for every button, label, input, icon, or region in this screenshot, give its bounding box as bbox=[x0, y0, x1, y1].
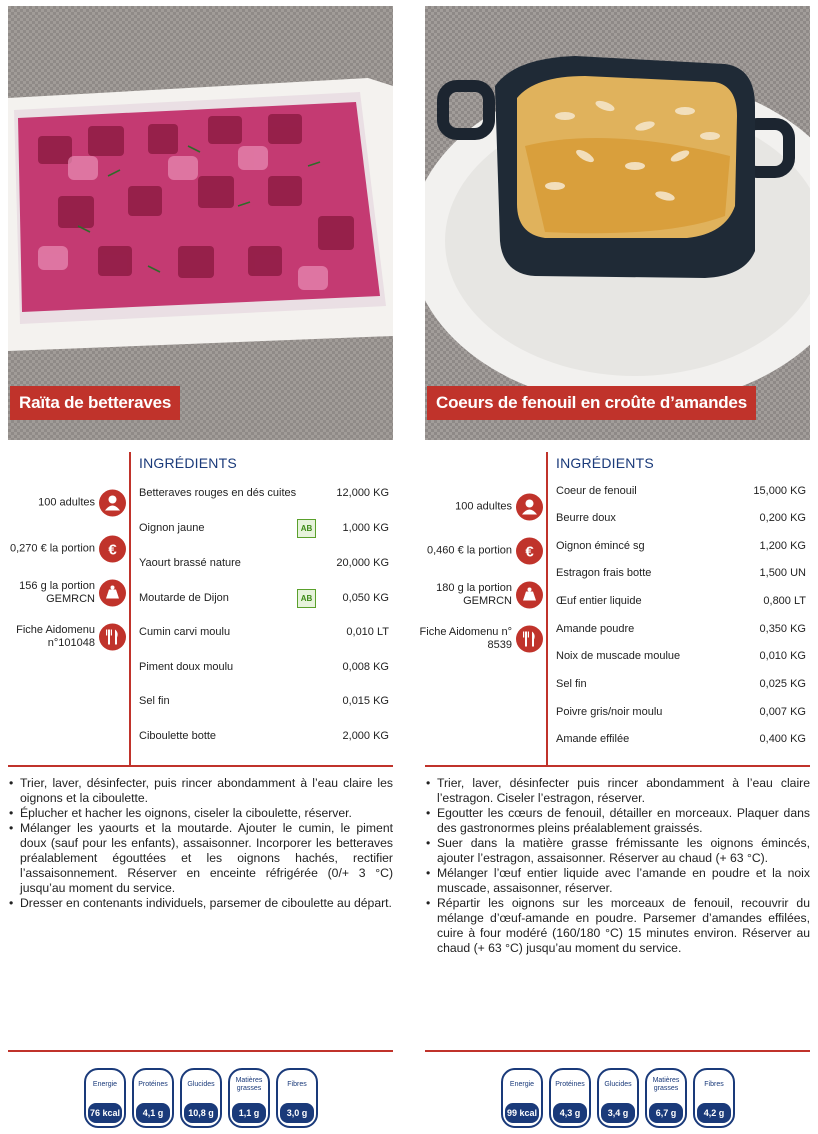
ingredient-row bbox=[139, 658, 389, 678]
divider-vertical bbox=[129, 452, 131, 765]
nutrition-value: 76 kcal bbox=[88, 1103, 122, 1123]
nutrition-label: Protéines bbox=[138, 1081, 168, 1088]
ingredient-row bbox=[139, 484, 389, 504]
ingredient-row bbox=[556, 703, 806, 723]
ingredient-name: Sel fin bbox=[139, 695, 170, 707]
meta-portion bbox=[8, 578, 126, 608]
ingredient-name: Cumin carvi moulu bbox=[139, 626, 231, 638]
step-item: • Mélanger les yaourts et la moutarde. Ajouter le cumin, le piment doux (sauf pour les enfants), assaisonner. Incorporer les betteraves préalablement égouttées et les oignons hachés, rectifier l’assaisonnement. Réserver en enceinte réfrigérée (0/+ 3 °C) jusqu’au moment du service. bbox=[8, 821, 393, 896]
meta-servings bbox=[425, 492, 543, 522]
ingredient-qty: 0,010 LT bbox=[346, 626, 389, 638]
recipe-photo-fenouil bbox=[425, 6, 810, 440]
ingredient-name: Œuf entier liquide bbox=[556, 595, 642, 607]
nutrition-fibers bbox=[276, 1068, 318, 1128]
cutlery-icon bbox=[99, 624, 126, 651]
ingredient-name: Beurre doux bbox=[556, 512, 616, 524]
ingredient-qty: 0,050 KG bbox=[342, 592, 389, 604]
divider-vertical bbox=[546, 452, 548, 765]
price-text: 0,460 € la portion bbox=[426, 544, 512, 557]
ingredient-row bbox=[139, 589, 389, 609]
preparation-steps bbox=[8, 776, 393, 911]
preparation-steps bbox=[425, 776, 810, 956]
ingredient-row bbox=[556, 509, 806, 529]
person-icon bbox=[99, 490, 126, 517]
nutrition-value: 4,1 g bbox=[136, 1103, 170, 1123]
meta-price bbox=[425, 536, 543, 566]
ingredient-name: Betteraves rouges en dés cuites bbox=[139, 487, 297, 499]
ingredient-name: Amande poudre bbox=[556, 623, 635, 635]
ingredient-qty: 2,000 KG bbox=[342, 730, 389, 742]
ingredients-section bbox=[8, 452, 393, 767]
nutrition-label: Matières grasses bbox=[652, 1077, 680, 1092]
ingredient-row bbox=[556, 647, 806, 667]
scale-icon bbox=[99, 580, 126, 607]
nutrition-carbs bbox=[180, 1068, 222, 1128]
svg-text:€: € bbox=[525, 543, 534, 561]
euro-icon bbox=[99, 536, 126, 563]
ingredient-qty: 0,800 LT bbox=[763, 595, 806, 607]
servings-text: 100 adultes bbox=[38, 496, 95, 509]
ingredient-name: Moutarde de Dijon bbox=[139, 592, 229, 604]
scale-icon bbox=[516, 582, 543, 609]
ingredient-qty: 0,007 KG bbox=[759, 706, 806, 718]
ingredient-qty: 0,015 KG bbox=[342, 695, 389, 707]
ingredient-row bbox=[139, 519, 389, 539]
ingredient-row bbox=[556, 675, 806, 695]
step-item: • Trier, laver, désinfecter, puis rincer abondamment à l’eau claire les oignons et la ciboulette. bbox=[8, 776, 393, 806]
ingredients-heading: INGRÉDIENTS bbox=[556, 455, 654, 471]
ingredient-qty: 0,350 KG bbox=[759, 623, 806, 635]
step-item: • Mélanger l’œuf entier liquide avec l’amande en poudre et la noix muscade, assaisonner, réserver. bbox=[425, 866, 810, 896]
cutlery-icon bbox=[516, 626, 543, 653]
ingredient-qty: 1,500 UN bbox=[759, 567, 806, 579]
nutrition-label: Glucides bbox=[604, 1081, 632, 1088]
ingredient-row bbox=[139, 554, 389, 574]
step-item: • Trier, laver, désinfecter puis rincer abondamment à l’eau claire l’estragon. Ciseler l’estragon, réserver. bbox=[425, 776, 810, 806]
ingredient-qty: 15,000 KG bbox=[753, 485, 806, 497]
svg-text:€: € bbox=[108, 541, 117, 559]
nutrition-value: 4,3 g bbox=[553, 1103, 587, 1123]
person-icon bbox=[516, 494, 543, 521]
divider-horizontal bbox=[8, 1050, 393, 1052]
ingredient-name: Piment doux moulu bbox=[139, 661, 234, 673]
ingredient-row bbox=[556, 730, 806, 750]
divider-horizontal bbox=[8, 765, 393, 767]
ingredient-qty: 12,000 KG bbox=[336, 487, 389, 499]
nutrition-fat bbox=[228, 1068, 270, 1128]
meta-servings bbox=[8, 488, 126, 518]
nutrition-value: 3,0 g bbox=[280, 1103, 314, 1123]
recipe-title: Coeurs de fenouil en croûte d’amandes bbox=[427, 386, 756, 420]
step-item: • Dresser en contenants individuels, parsemer de ciboulette au départ. bbox=[8, 896, 393, 911]
ingredient-name: Estragon frais botte bbox=[556, 567, 652, 579]
meta-portion bbox=[425, 580, 543, 610]
ingredient-row bbox=[556, 564, 806, 584]
nutrition-energy bbox=[501, 1068, 543, 1128]
nutrition-label: Matières grasses bbox=[235, 1077, 263, 1092]
nutrition-value: 6,7 g bbox=[649, 1103, 683, 1123]
fiche-text: Fiche Aidomenu n° 8539 bbox=[419, 626, 512, 651]
nutrition-value: 1,1 g bbox=[232, 1103, 266, 1123]
recipe-title: Raïta de betteraves bbox=[10, 386, 180, 420]
ingredient-name: Amande effilée bbox=[556, 733, 630, 745]
price-text: 0,270 € la portion bbox=[9, 542, 95, 555]
ingredient-row bbox=[556, 537, 806, 557]
servings-text: 100 adultes bbox=[455, 500, 512, 513]
nutrition-proteins bbox=[132, 1068, 174, 1128]
nutrition-value: 4,2 g bbox=[697, 1103, 731, 1123]
ingredient-qty: 0,400 KG bbox=[759, 733, 806, 745]
ingredient-row bbox=[556, 592, 806, 612]
nutrition-value: 99 kcal bbox=[505, 1103, 539, 1123]
ingredient-name: Sel fin bbox=[556, 678, 587, 690]
nutrition-value: 3,4 g bbox=[601, 1103, 635, 1123]
recipe-card-fenouil bbox=[419, 0, 810, 1134]
meta-fiche bbox=[419, 624, 543, 654]
ingredient-qty: 0,008 KG bbox=[342, 661, 389, 673]
ingredient-qty: 1,000 KG bbox=[342, 522, 389, 534]
ingredient-qty: 0,200 KG bbox=[759, 512, 806, 524]
nutrition-label: Energie bbox=[509, 1081, 535, 1088]
ingredient-row bbox=[556, 620, 806, 640]
nutrition-carbs bbox=[597, 1068, 639, 1128]
ingredients-heading: INGRÉDIENTS bbox=[139, 455, 237, 471]
nutrition-label: Fibres bbox=[704, 1081, 724, 1088]
organic-label-icon: AB bbox=[297, 589, 316, 608]
ingredient-name: Coeur de fenouil bbox=[556, 485, 637, 497]
recipe-photo-raita bbox=[8, 6, 393, 440]
ingredient-row bbox=[139, 727, 389, 747]
ingredient-name: Oignon jaune bbox=[139, 522, 205, 534]
ingredient-qty: 1,200 KG bbox=[759, 540, 806, 552]
ingredient-qty: 0,010 KG bbox=[759, 650, 806, 662]
nutrition-fibers bbox=[693, 1068, 735, 1128]
recipe-card-raita bbox=[8, 0, 393, 1134]
meta-fiche bbox=[8, 622, 126, 652]
step-item: • Egoutter les cœurs de fenouil, détailler en morceaux. Plaquer dans des gastronormes pleins préalablement graissés. bbox=[425, 806, 810, 836]
nutrition-label: Energie bbox=[92, 1081, 118, 1088]
step-item: • Répartir les oignons sur les morceaux de fenouil, recouvrir du mélange d’œuf-amande en poudre. Parsemer d’amandes effilées, cuire à four modéré (160/180 °C) 15 minutes environ. Réserver au chaud (+ 63 °C) jusqu’au moment du service. bbox=[425, 896, 810, 956]
ingredient-name: Ciboulette botte bbox=[139, 730, 217, 742]
portion-text: 180 g la portion GEMRCN bbox=[436, 582, 512, 607]
ingredient-row bbox=[139, 623, 389, 643]
nutrition-label: Fibres bbox=[287, 1081, 307, 1088]
portion-text: 156 g la portion GEMRCN bbox=[19, 580, 95, 605]
step-item: • Éplucher et hacher les oignons, ciseler la ciboulette, réserver. bbox=[8, 806, 393, 821]
nutrition-label: Glucides bbox=[187, 1081, 215, 1088]
nutrition-value: 10,8 g bbox=[184, 1103, 218, 1123]
organic-label-icon: AB bbox=[297, 519, 316, 538]
nutrition-fat bbox=[645, 1068, 687, 1128]
divider-horizontal bbox=[425, 1050, 810, 1052]
euro-icon bbox=[516, 538, 543, 565]
meta-price bbox=[8, 534, 126, 564]
nutrition-label: Protéines bbox=[555, 1081, 585, 1088]
divider-horizontal bbox=[425, 765, 810, 767]
step-item: • Suer dans la matière grasse frémissante les oignons émincés, ajouter l’estragon, assaisonner. Réserver au chaud (+ 63 °C). bbox=[425, 836, 810, 866]
fiche-text: Fiche Aidomenu n°101048 bbox=[16, 624, 95, 649]
ingredient-name: Noix de muscade moulue bbox=[556, 650, 681, 662]
ingredients-section bbox=[419, 452, 810, 767]
ingredient-name: Oignon émincé sg bbox=[556, 540, 645, 552]
nutrition-proteins bbox=[549, 1068, 591, 1128]
ingredient-qty: 0,025 KG bbox=[759, 678, 806, 690]
ingredient-row bbox=[139, 692, 389, 712]
ingredient-name: Yaourt brassé nature bbox=[139, 557, 241, 569]
ingredient-row bbox=[556, 482, 806, 502]
nutrition-energy bbox=[84, 1068, 126, 1128]
ingredient-name: Poivre gris/noir moulu bbox=[556, 706, 663, 718]
ingredient-qty: 20,000 KG bbox=[336, 557, 389, 569]
